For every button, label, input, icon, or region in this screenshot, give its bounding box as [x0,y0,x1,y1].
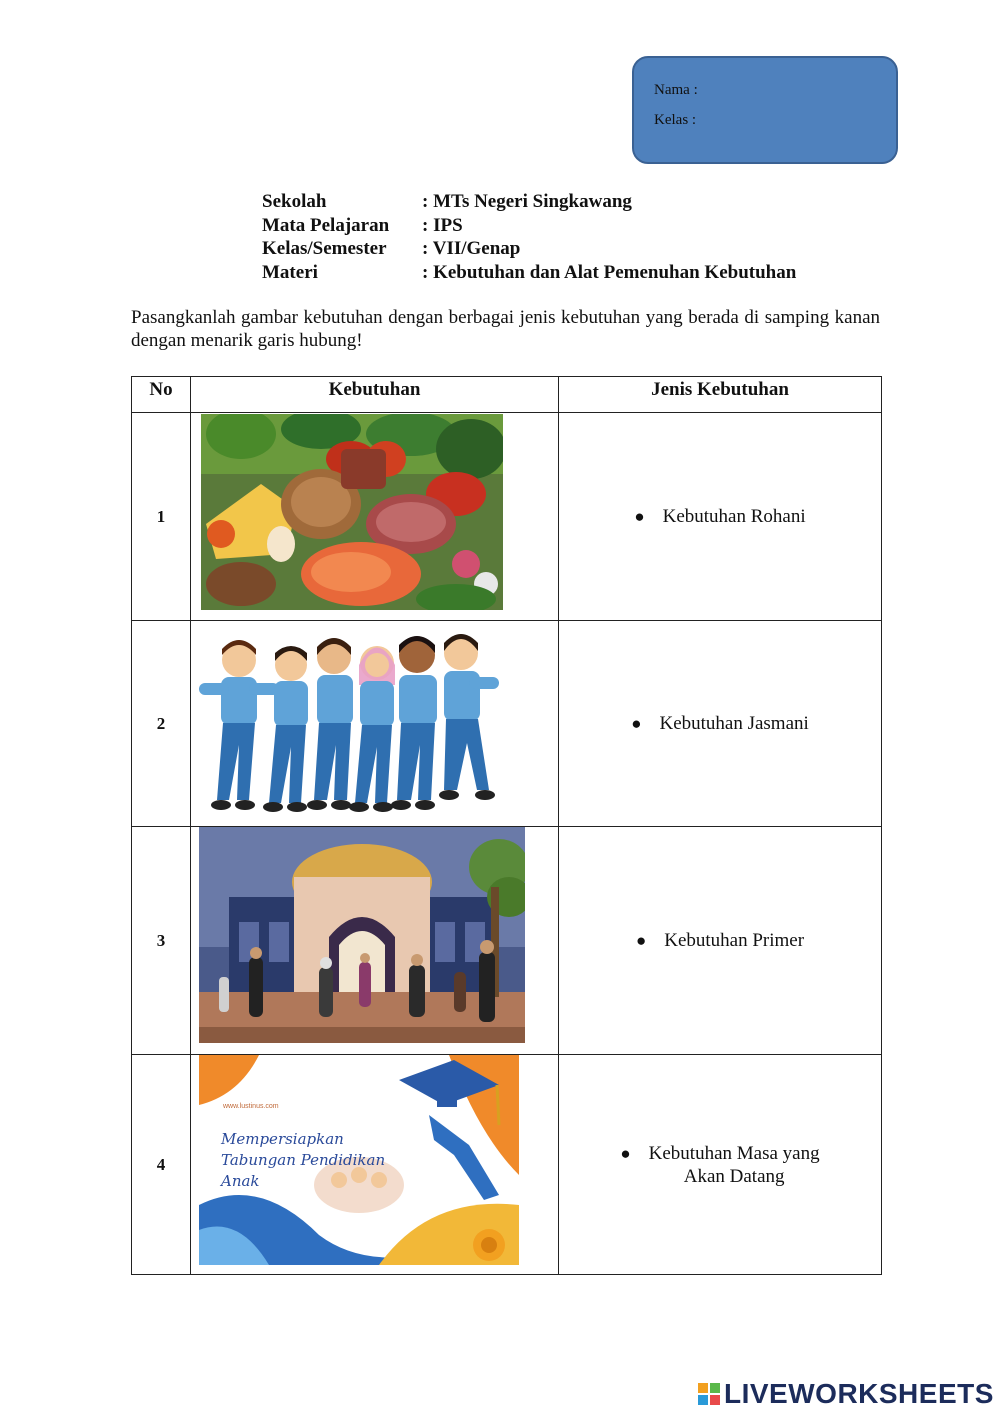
need-type-cell [559,413,882,621]
table-row [132,413,882,621]
table-header-row [132,377,882,413]
row-number: 3 [132,827,191,1055]
row-number: 4 [132,1055,191,1275]
need-image-cell [191,621,559,827]
class-label: Kelas : [654,112,697,128]
need-type-label-line: Kebutuhan Masa yang [648,1142,820,1164]
meta-row-subject [262,214,796,238]
meta-value: : IPS [422,214,463,236]
meta-label: Sekolah [262,191,327,212]
header-need: Kebutuhan [191,377,559,413]
meta-row-class [262,237,796,261]
image-caption-line: Mempersiapkan [221,1130,344,1148]
image-caption-line: Anak [221,1172,260,1190]
bullet-icon: ● [620,1143,631,1163]
meta-row-school [262,190,796,214]
image-caption [221,1129,385,1192]
children-exercising-image[interactable] [199,625,509,819]
student-info-box [632,56,898,164]
meta-value: : VII/Genap [422,238,521,259]
row-number: 1 [132,413,191,621]
meta-label: Mata Pelajaran [262,214,390,236]
name-label: Nama : [654,82,698,98]
image-site-text: www.lustinus.com [223,1103,279,1110]
need-type-cell [559,621,882,827]
meta-label: Materi [262,261,318,283]
image-caption-line: Tabungan Pendidikan [221,1151,386,1169]
need-image-cell [191,827,559,1055]
food-groceries-image[interactable] [201,414,503,610]
table-row [132,827,882,1055]
education-savings-image[interactable] [199,1055,519,1265]
liveworksheets-logo-icon [698,1383,720,1405]
need-type-cell [559,1055,882,1275]
meta-label: Kelas/Semester [262,238,387,259]
mosque-worship-image[interactable] [199,827,525,1043]
worksheet-meta [262,190,796,284]
need-type-option[interactable] [559,505,881,528]
meta-row-material [262,261,796,285]
row-number: 2 [132,621,191,827]
need-type-option[interactable] [559,712,881,735]
meta-value: : MTs Negeri Singkawang [422,191,632,212]
need-type-label-line: Akan Datang [683,1165,785,1187]
need-type-label: Kebutuhan Primer [664,930,805,951]
bullet-icon: ● [631,714,642,733]
need-type-option[interactable] [559,1142,881,1188]
need-type-label: Kebutuhan Jasmani [659,713,809,734]
matching-table [131,376,882,1275]
liveworksheets-brand: LIVEWORKSHEETS [724,1378,994,1409]
need-image-cell [191,1055,559,1275]
bullet-icon: ● [635,931,647,950]
header-no: No [132,377,191,413]
need-type-label [649,1142,820,1188]
need-type-label: Kebutuhan Rohani [662,506,806,527]
need-type-cell [559,827,882,1055]
meta-value: : Kebutuhan dan Alat Pemenuhan Kebutuhan [422,261,797,283]
need-image-cell [191,413,559,621]
table-row [132,621,882,827]
bullet-icon: ● [634,507,645,526]
header-type: Jenis Kebutuhan [559,377,882,413]
need-type-option[interactable] [559,929,881,952]
liveworksheets-logo [698,1378,994,1410]
table-row [132,1055,882,1275]
instruction-text: Pasangkanlah gambar kebutuhan dengan berbagai jenis kebutuhan yang berada di samping kanan dengan menarik garis hubung! [131,307,880,351]
